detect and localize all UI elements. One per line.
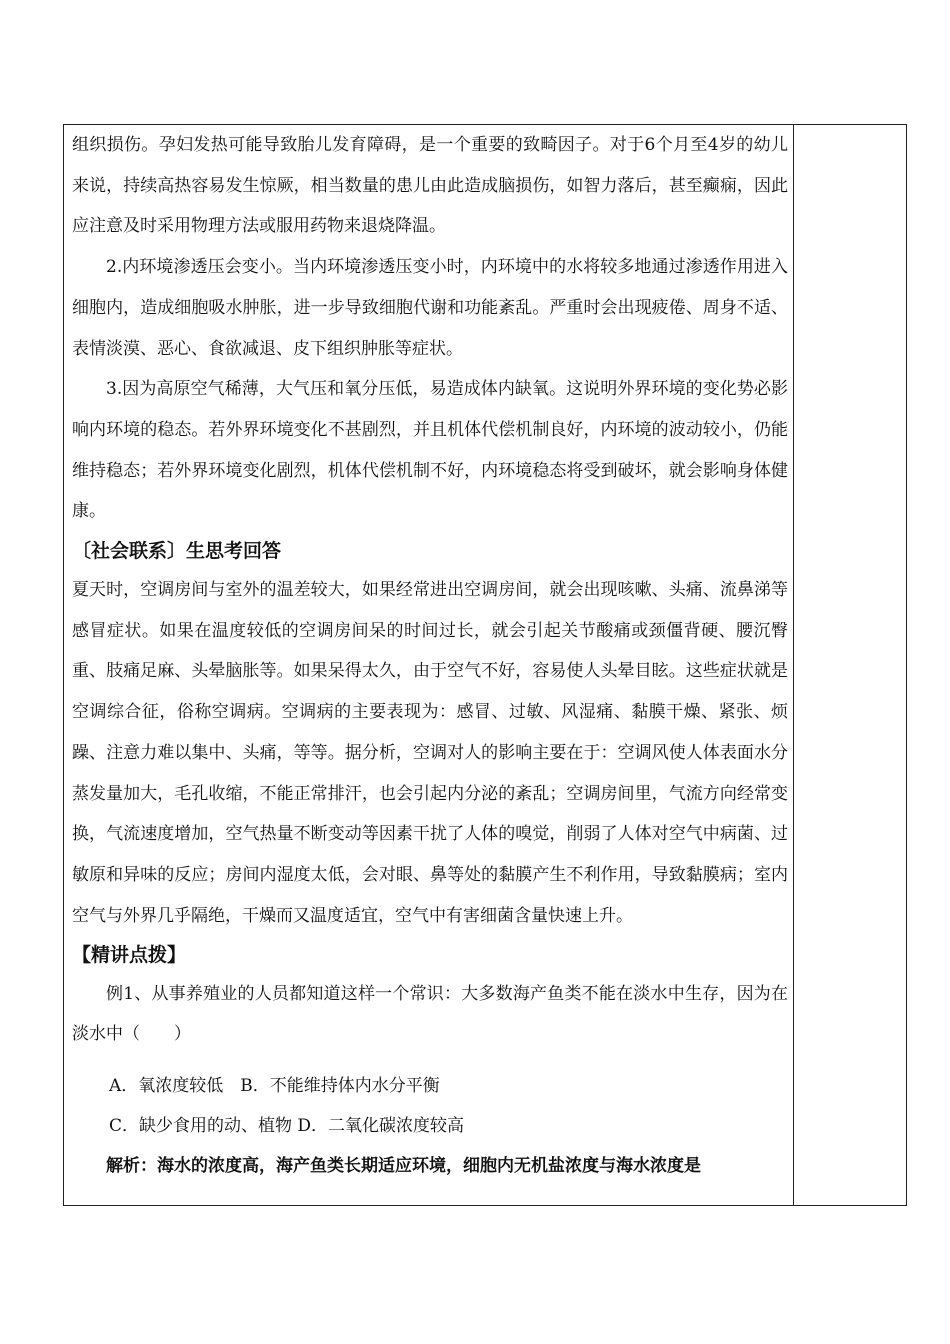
- paragraph-plateau-hypoxia: 3.因为高原空气稀薄，大气压和氧分压低，易造成体内缺氧。这说明外界环境的变化势必影响内环境的稳态。若外界环境变化不甚剧烈，并且机体代偿机制良好，内环境的波动较小，仍能维持稳态；若外界环境变化剧烈，机体代偿机制不好，内环境稳态将受到破坏，就会影响身体健康。: [72, 379, 788, 522]
- options-line-1: A．氧浓度较低 B．不能维持体内水分平衡: [109, 1076, 440, 1097]
- paragraph-osmotic-pressure: 2.内环境渗透压会变小。当内环境渗透压变小时，内环境中的水将较多地通过渗透作用进入细胞内，造成细胞吸水肿胀，进一步导致细胞代谢和功能紊乱。严重时会出现疲倦、周身不适、表情淡漠、恶心、食欲减退、皮下组织肿胀等症状。: [72, 257, 788, 359]
- side-column-cell: [794, 124, 907, 1206]
- analysis-text: 解析：海水的浓度高，海产鱼类长期适应环境，细胞内无机盐浓度与海水浓度是: [106, 1156, 701, 1177]
- heading-lecture-tips: 【精讲点拨】: [72, 944, 187, 967]
- content-area: [72, 125, 788, 1186]
- paragraph-air-conditioning: 夏天时，空调房间与室外的温差较大，如果经常进出空调房间，就会出现咳嗽、头痛、流鼻涕等感冒症状。如果在温度较低的空调房间呆的时间过长，就会引起关节酸痛或颈僵背硬、腰沉臀重、肢痛足麻、头晕脑胀等。如果呆得太久，由于空气不好，容易使人头晕目眩。这些症状就是空调综合征，俗称空调病。空调病的主要表现为：感冒、过敏、风湿痛、黏膜干燥、紧张、烦躁、注意力难以集中、头痛，等等。据分析，空调对人的影响主要在于：空调风使人体表面水分蒸发量加大，毛孔收缩，不能正常排汗，也会引起内分泌的紊乱；空调房间里，气流方向经常变换，气流速度增加，空气热量不断变动等因素干扰了人体的嗅觉，削弱了人体对空气中病菌、过敏原和异味的反应；房间内湿度太低，会对眼、鼻等处的黏膜产生不利作用，导致黏膜病；室内空气与外界几乎隔绝，干燥而又温度适宜，空气中有害细菌含量快速上升。: [72, 580, 788, 926]
- main-table-cell: [63, 124, 794, 1206]
- example-question: 例1、从事养殖业的人员都知道这样一个常识：大多数海产鱼类不能在淡水中生存，因为在淡水中（ ）: [72, 984, 788, 1045]
- paragraph-fever-effects: 组织损伤。孕妇发热可能导致胎儿发育障碍，是一个重要的致畸因子。对于6个月至4岁的幼儿来说，持续高热容易发生惊厥，相当数量的患儿由此造成脑损伤，如智力落后，甚至癫痫，因此应注意及时采用物理方法或服用药物来退烧降温。: [72, 135, 788, 237]
- heading-social-connection: 〔社会联系〕生思考回答: [72, 540, 282, 563]
- options-line-2: C．缺少食用的动、植物 D．二氧化碳浓度较高: [109, 1116, 465, 1137]
